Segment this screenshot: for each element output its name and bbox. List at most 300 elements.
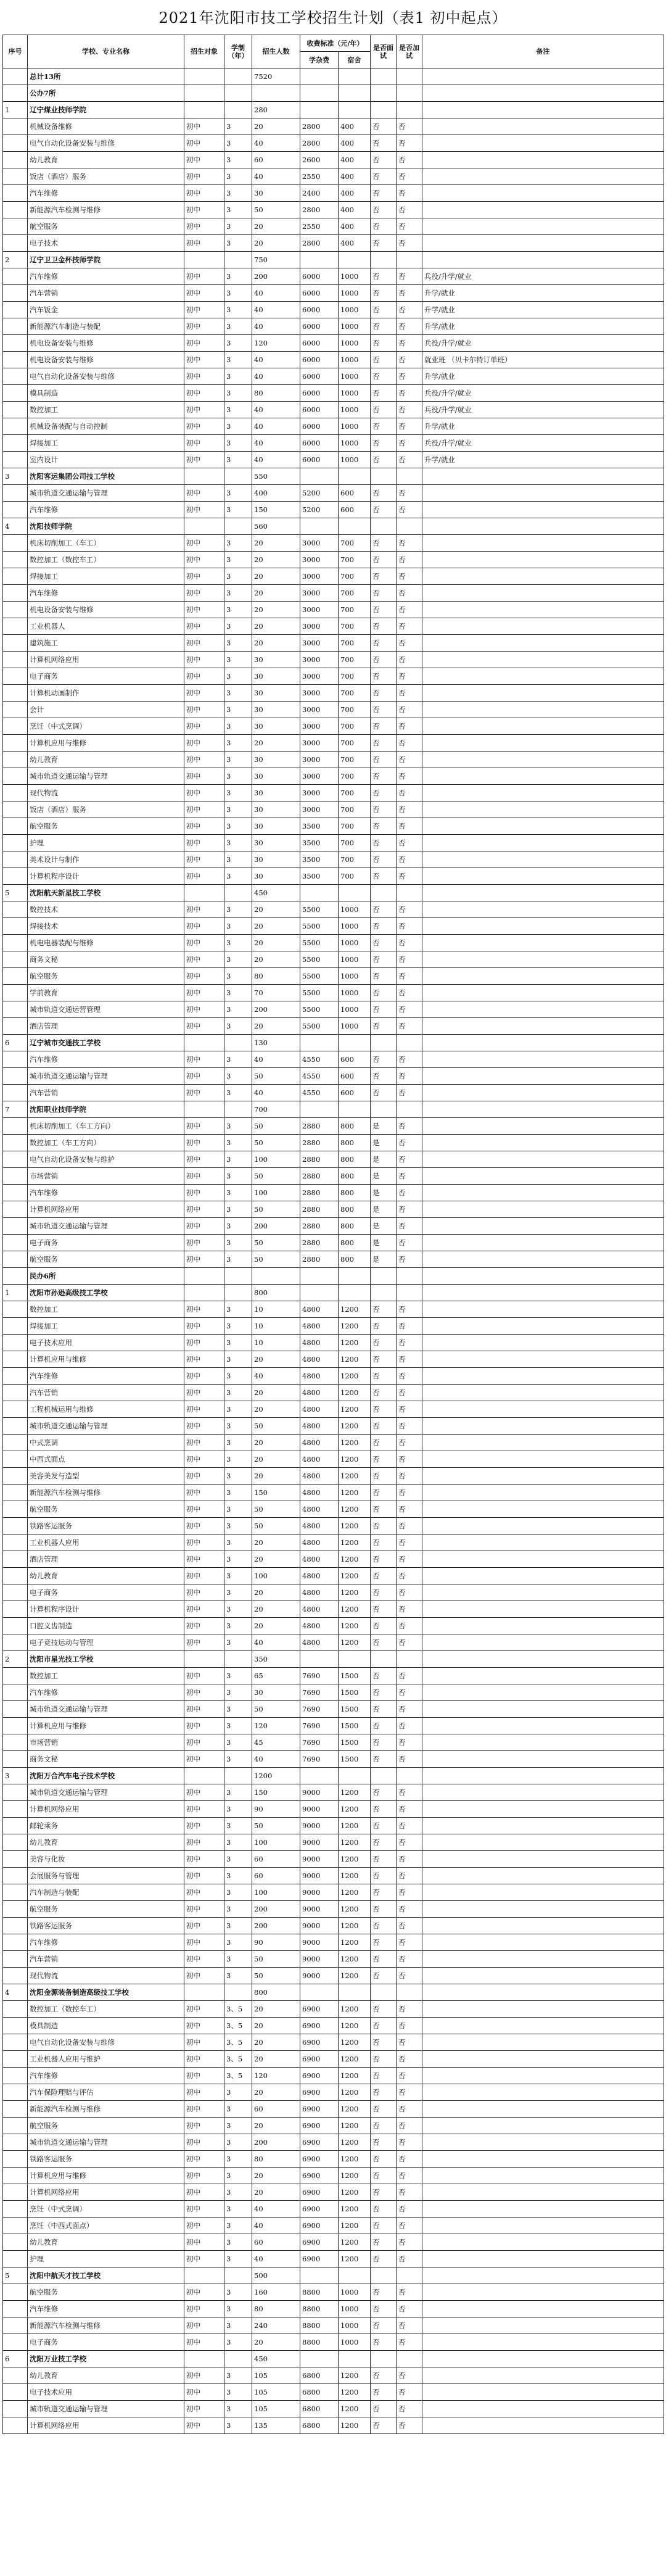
cell-note <box>422 518 664 535</box>
cell-name: 电气自动化设备安装与维修 <box>28 368 184 385</box>
cell-target <box>184 2351 224 2367</box>
cell-exam: 否 <box>371 1418 397 1435</box>
cell-name: 汽车维修 <box>28 1185 184 1201</box>
major-row <box>3 1818 664 1834</box>
cell-target: 初中 <box>184 1501 224 1518</box>
cell-tuition: 5500 <box>300 935 339 951</box>
cell-extra: 否 <box>397 1751 422 1768</box>
cell-dorm: 1000 <box>339 1001 371 1018</box>
cell-no <box>3 768 28 785</box>
cell-exam: 否 <box>371 435 397 452</box>
cell-target: 初中 <box>184 2168 224 2184</box>
cell-dorm: 400 <box>339 135 371 152</box>
cell-no <box>3 1351 28 1368</box>
cell-years: 3 <box>224 685 252 702</box>
cell-note <box>422 2051 664 2068</box>
cell-quota: 40 <box>252 2251 300 2267</box>
header-extra: 是否加试 <box>397 35 422 68</box>
cell-target: 初中 <box>184 1968 224 1984</box>
cell-quota: 120 <box>252 335 300 352</box>
cell-target: 初中 <box>184 485 224 502</box>
cell-exam: 否 <box>371 1884 397 1901</box>
cell-exam: 否 <box>371 552 397 568</box>
cell-extra: 否 <box>397 985 422 1001</box>
cell-name: 计算机应用与维修 <box>28 2168 184 2184</box>
cell-target: 初中 <box>184 785 224 801</box>
cell-tuition: 9000 <box>300 1834 339 1851</box>
major-row <box>3 1951 664 1968</box>
cell-name: 计算机网络应用 <box>28 1201 184 1218</box>
cell-name: 电子商务 <box>28 2334 184 2351</box>
cell-name: 铁路客运服务 <box>28 1918 184 1934</box>
cell-extra: 否 <box>397 1951 422 1968</box>
cell-dorm: 1200 <box>339 2201 371 2218</box>
cell-exam: 否 <box>371 185 397 202</box>
cell-extra: 否 <box>397 2367 422 2384</box>
cell-no <box>3 2184 28 2201</box>
cell-extra: 否 <box>397 668 422 685</box>
cell-years: 3 <box>224 1085 252 1101</box>
cell-quota: 200 <box>252 2134 300 2151</box>
cell-target: 初中 <box>184 452 224 468</box>
cell-years: 3 <box>224 585 252 602</box>
cell-dorm: 600 <box>339 1068 371 1085</box>
cell-target: 初中 <box>184 702 224 718</box>
cell-no <box>3 1001 28 1018</box>
cell-extra: 否 <box>397 2201 422 2218</box>
cell-quota: 50 <box>252 202 300 218</box>
cell-extra: 否 <box>397 152 422 168</box>
cell-name: 电子技术应用 <box>28 1335 184 1351</box>
cell-extra: 否 <box>397 1818 422 1834</box>
cell-tuition: 4800 <box>300 1568 339 1584</box>
cell-name: 烹饪（中式烹调） <box>28 2201 184 2218</box>
cell-exam: 否 <box>371 1968 397 1984</box>
cell-note <box>422 801 664 818</box>
cell-dorm: 700 <box>339 635 371 652</box>
cell-tuition: 2880 <box>300 1235 339 1251</box>
cell-quota: 30 <box>252 868 300 885</box>
cell-tuition: 4550 <box>300 1085 339 1101</box>
cell-name: 邮轮乘务 <box>28 1818 184 1834</box>
cell-no <box>3 202 28 218</box>
cell-name: 沈阳金源装备制造高级技工学校 <box>28 1984 184 2001</box>
cell-years: 3 <box>224 418 252 435</box>
cell-name: 会展服务与管理 <box>28 1868 184 1884</box>
cell-extra: 否 <box>397 1351 422 1368</box>
cell-dorm: 1200 <box>339 2384 371 2401</box>
cell-note: 兵役/升学/就业 <box>422 335 664 352</box>
major-row <box>3 2068 664 2084</box>
cell-no <box>3 1251 28 1268</box>
cell-note <box>422 1568 664 1584</box>
cell-tuition <box>300 1268 339 1285</box>
cell-exam: 否 <box>371 502 397 518</box>
cell-extra: 否 <box>397 635 422 652</box>
cell-target: 初中 <box>184 585 224 602</box>
cell-note <box>422 1868 664 1884</box>
cell-extra: 否 <box>397 768 422 785</box>
major-row <box>3 1784 664 1801</box>
cell-tuition: 9000 <box>300 1851 339 1868</box>
cell-name: 护理 <box>28 835 184 851</box>
cell-dorm: 1200 <box>339 2251 371 2267</box>
cell-no <box>3 368 28 385</box>
cell-tuition: 6900 <box>300 2251 339 2267</box>
cell-quota: 20 <box>252 2001 300 2018</box>
cell-no <box>3 2317 28 2334</box>
cell-note <box>422 1651 664 1668</box>
cell-target: 初中 <box>184 568 224 585</box>
cell-exam: 否 <box>371 768 397 785</box>
cell-tuition: 3000 <box>300 552 339 568</box>
cell-tuition: 3000 <box>300 585 339 602</box>
cell-target: 初中 <box>184 1218 224 1235</box>
cell-no <box>3 1185 28 1201</box>
major-row <box>3 1301 664 1318</box>
cell-quota: 20 <box>252 918 300 935</box>
major-row <box>3 1068 664 1085</box>
cell-name: 数控加工 <box>28 402 184 418</box>
cell-target: 初中 <box>184 1618 224 1634</box>
cell-no <box>3 635 28 652</box>
cell-extra: 否 <box>397 685 422 702</box>
cell-name: 饭店（酒店）服务 <box>28 801 184 818</box>
major-row <box>3 1051 664 1068</box>
cell-extra: 否 <box>397 835 422 851</box>
cell-target: 初中 <box>184 1551 224 1568</box>
cell-quota: 50 <box>252 1951 300 1968</box>
cell-tuition: 3000 <box>300 568 339 585</box>
cell-exam: 否 <box>371 2317 397 2334</box>
major-row <box>3 418 664 435</box>
cell-note: 兵役/升学/就业 <box>422 435 664 452</box>
cell-extra: 否 <box>397 1851 422 1868</box>
table-header <box>3 35 664 68</box>
major-row <box>3 868 664 885</box>
cell-years <box>224 885 252 901</box>
cell-extra <box>397 102 422 118</box>
cell-no <box>3 1168 28 1185</box>
cell-target: 初中 <box>184 1201 224 1218</box>
cell-quota: 90 <box>252 1934 300 1951</box>
cell-no <box>3 1801 28 1818</box>
cell-tuition: 7690 <box>300 1751 339 1768</box>
cell-extra: 否 <box>397 1568 422 1584</box>
cell-target: 初中 <box>184 685 224 702</box>
cell-no <box>3 2101 28 2118</box>
cell-extra <box>397 252 422 268</box>
cell-extra: 否 <box>397 1485 422 1501</box>
cell-extra: 否 <box>397 1834 422 1851</box>
cell-years: 3 <box>224 1351 252 1368</box>
cell-name: 航空服务 <box>28 818 184 835</box>
major-row <box>3 2334 664 2351</box>
cell-years: 3 <box>224 1218 252 1235</box>
cell-target: 初中 <box>184 1634 224 1651</box>
cell-exam: 否 <box>371 1918 397 1934</box>
cell-dorm: 1000 <box>339 285 371 302</box>
cell-name: 美容与化妆 <box>28 1851 184 1868</box>
cell-dorm: 800 <box>339 1168 371 1185</box>
cell-years: 3 <box>224 2317 252 2334</box>
cell-extra: 否 <box>397 1534 422 1551</box>
cell-name: 汽车维修 <box>28 2301 184 2317</box>
cell-years: 3 <box>224 1718 252 1734</box>
cell-extra: 否 <box>397 568 422 585</box>
cell-quota: 20 <box>252 2118 300 2134</box>
cell-no <box>3 502 28 518</box>
cell-dorm: 1200 <box>339 1601 371 1618</box>
cell-extra: 否 <box>397 285 422 302</box>
cell-note <box>422 1851 664 1868</box>
major-row <box>3 968 664 985</box>
cell-quota: 80 <box>252 968 300 985</box>
cell-exam: 否 <box>371 1485 397 1501</box>
cell-years: 3 <box>224 1684 252 1701</box>
cell-quota: 500 <box>252 2267 300 2284</box>
cell-extra: 否 <box>397 1968 422 1984</box>
major-row <box>3 1235 664 1251</box>
cell-name: 辽宁卫卫金杯技师学院 <box>28 252 184 268</box>
cell-name: 商务文秘 <box>28 1751 184 1768</box>
cell-dorm: 400 <box>339 185 371 202</box>
cell-no <box>3 1618 28 1634</box>
major-row <box>3 1551 664 1568</box>
cell-extra: 否 <box>397 851 422 868</box>
cell-tuition: 4800 <box>300 1485 339 1501</box>
cell-exam <box>371 2267 397 2284</box>
cell-target: 初中 <box>184 268 224 285</box>
cell-years: 3 <box>224 368 252 385</box>
cell-quota <box>252 1268 300 1285</box>
cell-note <box>422 702 664 718</box>
cell-years: 3 <box>224 1751 252 1768</box>
cell-note <box>422 1601 664 1618</box>
cell-note <box>422 2351 664 2367</box>
cell-dorm: 600 <box>339 502 371 518</box>
major-row <box>3 702 664 718</box>
cell-dorm <box>339 1651 371 1668</box>
cell-years: 3 <box>224 1501 252 1518</box>
cell-no <box>3 2234 28 2251</box>
cell-note: 升学/就业 <box>422 318 664 335</box>
cell-exam: 否 <box>371 1734 397 1751</box>
cell-no <box>3 1951 28 1968</box>
cell-dorm <box>339 518 371 535</box>
cell-exam: 否 <box>371 218 397 235</box>
cell-dorm: 700 <box>339 718 371 735</box>
cell-name: 汽车制造与装配 <box>28 1884 184 1901</box>
cell-extra: 否 <box>397 1168 422 1185</box>
cell-name: 建筑施工 <box>28 635 184 652</box>
cell-no <box>3 1834 28 1851</box>
cell-note <box>422 2384 664 2401</box>
cell-tuition: 5500 <box>300 1018 339 1035</box>
cell-no <box>3 2001 28 2018</box>
cell-tuition: 2800 <box>300 118 339 135</box>
cell-tuition: 6900 <box>300 2218 339 2234</box>
cell-target: 初中 <box>184 951 224 968</box>
cell-years: 3 <box>224 1368 252 1385</box>
cell-quota: 30 <box>252 752 300 768</box>
cell-exam: 否 <box>371 335 397 352</box>
major-row <box>3 2151 664 2168</box>
cell-note <box>422 1768 664 1784</box>
cell-target: 初中 <box>184 2284 224 2301</box>
cell-extra: 否 <box>397 901 422 918</box>
cell-dorm: 1000 <box>339 2317 371 2334</box>
cell-tuition <box>300 2267 339 2284</box>
header-quota: 招生人数 <box>252 35 300 68</box>
cell-dorm: 1200 <box>339 2234 371 2251</box>
cell-quota: 20 <box>252 1451 300 1468</box>
cell-name: 数控加工 <box>28 1668 184 1684</box>
cell-tuition <box>300 1101 339 1118</box>
major-row <box>3 1468 664 1485</box>
cell-exam: 否 <box>371 1568 397 1584</box>
cell-extra: 否 <box>397 602 422 618</box>
cell-tuition: 3000 <box>300 768 339 785</box>
major-row <box>3 2101 664 2118</box>
cell-name: 城市轨道交通运输与管理 <box>28 1218 184 1235</box>
cell-note <box>422 1018 664 1035</box>
cell-no: 2 <box>3 252 28 268</box>
cell-note <box>422 1968 664 1984</box>
cell-years: 3 <box>224 702 252 718</box>
cell-extra: 否 <box>397 752 422 768</box>
cell-quota: 20 <box>252 535 300 552</box>
cell-target: 初中 <box>184 185 224 202</box>
cell-tuition: 6000 <box>300 302 339 318</box>
cell-exam: 否 <box>371 135 397 152</box>
major-row <box>3 918 664 935</box>
cell-exam <box>371 68 397 85</box>
cell-name: 美容美发与造型 <box>28 1468 184 1485</box>
cell-no <box>3 1501 28 1518</box>
cell-quota: 130 <box>252 1035 300 1051</box>
cell-no <box>3 1418 28 1435</box>
cell-name: 机械设备装配与自动控制 <box>28 418 184 435</box>
cell-extra: 否 <box>397 1435 422 1451</box>
major-row <box>3 585 664 602</box>
cell-extra: 否 <box>397 1518 422 1534</box>
cell-years: 3 <box>224 1051 252 1068</box>
cell-name: 口腔义齿制造 <box>28 1618 184 1634</box>
cell-tuition: 3000 <box>300 801 339 818</box>
major-row <box>3 1485 664 1501</box>
cell-quota: 150 <box>252 502 300 518</box>
cell-no <box>3 752 28 768</box>
cell-tuition <box>300 1285 339 1301</box>
cell-exam: 是 <box>371 1251 397 1268</box>
cell-exam: 否 <box>371 168 397 185</box>
cell-years: 3 <box>224 801 252 818</box>
cell-exam: 否 <box>371 152 397 168</box>
cell-tuition: 9000 <box>300 1818 339 1834</box>
cell-quota: 1200 <box>252 1768 300 1784</box>
cell-quota: 50 <box>252 1518 300 1534</box>
cell-exam <box>371 85 397 102</box>
cell-dorm: 1000 <box>339 418 371 435</box>
cell-years: 3 <box>224 152 252 168</box>
cell-years: 3 <box>224 918 252 935</box>
cell-tuition: 9000 <box>300 1968 339 1984</box>
cell-quota: 60 <box>252 1868 300 1884</box>
major-row <box>3 818 664 835</box>
major-row <box>3 1335 664 1351</box>
cell-dorm: 1200 <box>339 1385 371 1401</box>
cell-no <box>3 1968 28 1984</box>
cell-extra: 否 <box>397 1218 422 1235</box>
cell-name: 计算机网络应用 <box>28 652 184 668</box>
cell-extra <box>397 1101 422 1118</box>
cell-tuition: 2880 <box>300 1185 339 1201</box>
cell-note: 升学/就业 <box>422 418 664 435</box>
cell-tuition: 5500 <box>300 901 339 918</box>
cell-tuition: 6900 <box>300 2201 339 2218</box>
cell-extra <box>397 468 422 485</box>
cell-tuition: 4800 <box>300 1618 339 1634</box>
cell-dorm <box>339 1285 371 1301</box>
cell-no <box>3 1634 28 1651</box>
cell-note <box>422 1684 664 1701</box>
cell-extra: 否 <box>397 1151 422 1168</box>
cell-dorm: 1200 <box>339 1951 371 1968</box>
cell-note <box>422 1285 664 1301</box>
cell-dorm: 800 <box>339 1235 371 1251</box>
cell-target: 初中 <box>184 635 224 652</box>
cell-exam: 否 <box>371 568 397 585</box>
cell-note <box>422 2401 664 2417</box>
cell-quota: 20 <box>252 1385 300 1401</box>
cell-note <box>422 2184 664 2201</box>
cell-exam: 否 <box>371 2251 397 2267</box>
cell-note <box>422 1151 664 1168</box>
cell-tuition: 4800 <box>300 1518 339 1534</box>
cell-years: 3 <box>224 1818 252 1834</box>
cell-name: 焊接加工 <box>28 1318 184 1335</box>
cell-no <box>3 535 28 552</box>
cell-tuition: 4800 <box>300 1368 339 1385</box>
cell-name: 现代物流 <box>28 1968 184 1984</box>
cell-target: 初中 <box>184 2201 224 2218</box>
cell-note <box>422 68 664 85</box>
cell-name: 机电电器装配与维修 <box>28 935 184 951</box>
cell-note <box>422 635 664 652</box>
cell-name: 城市轨道交通运输与管理 <box>28 485 184 502</box>
cell-exam: 否 <box>371 1851 397 1868</box>
cell-years: 3 <box>224 118 252 135</box>
cell-name: 机电设备安装与维修 <box>28 352 184 368</box>
cell-exam: 否 <box>371 1018 397 1035</box>
school-row <box>3 2351 664 2367</box>
cell-name: 汽车钣金 <box>28 302 184 318</box>
major-row <box>3 2084 664 2101</box>
cell-no <box>3 1818 28 1834</box>
cell-no <box>3 1068 28 1085</box>
cell-years: 3 <box>224 185 252 202</box>
cell-no <box>3 1584 28 1601</box>
cell-name: 汽车维修 <box>28 1934 184 1951</box>
cell-tuition: 7690 <box>300 1734 339 1751</box>
cell-years: 3 <box>224 935 252 951</box>
cell-quota: 7520 <box>252 68 300 85</box>
cell-no <box>3 2401 28 2417</box>
cell-years: 3、5 <box>224 2051 252 2068</box>
cell-note <box>422 585 664 602</box>
cell-no <box>3 1301 28 1318</box>
